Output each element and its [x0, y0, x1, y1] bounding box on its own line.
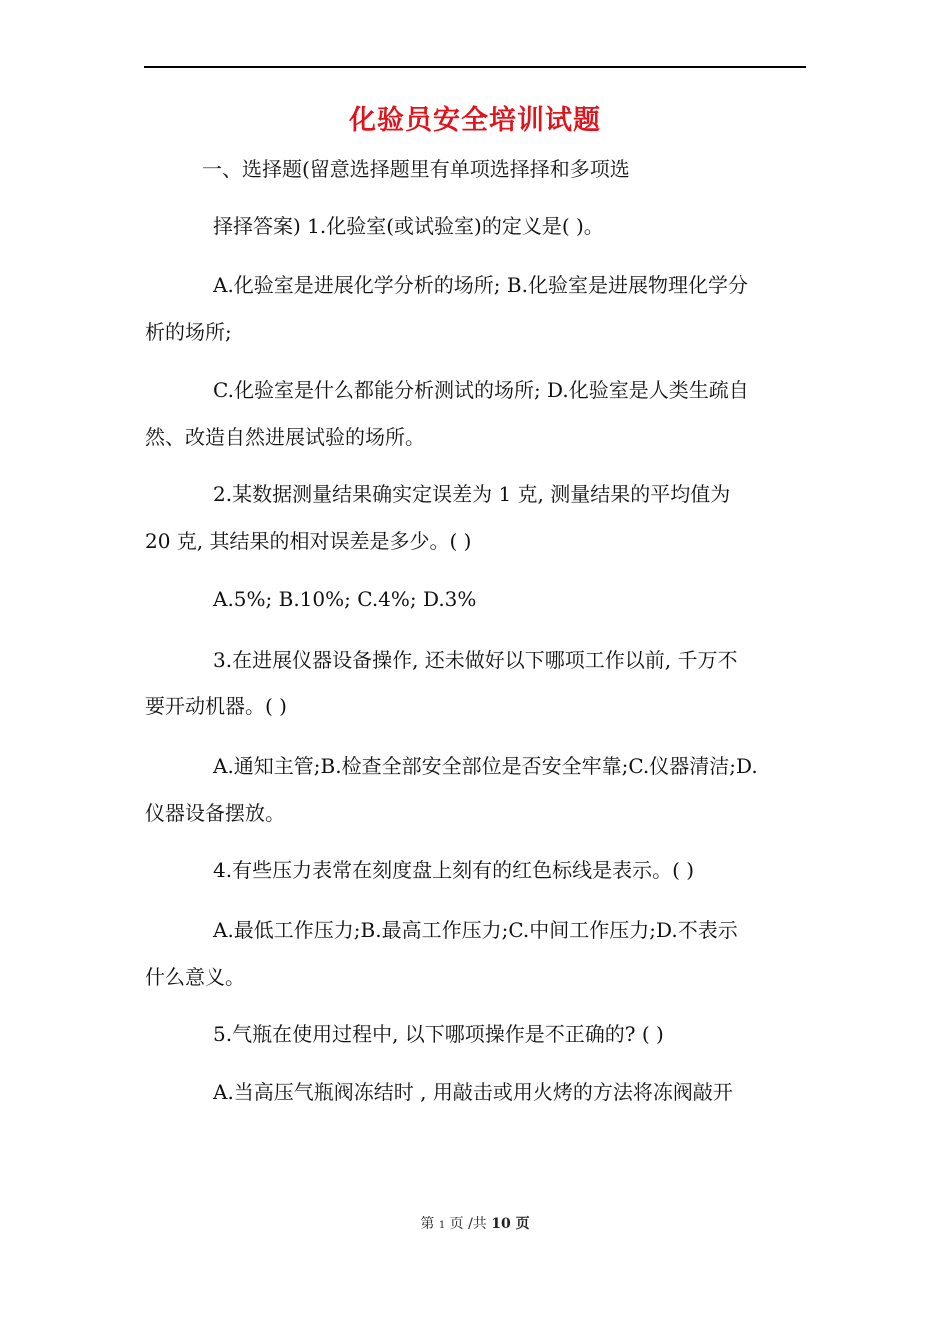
- footer-total-pages: 10 页: [491, 1216, 530, 1232]
- text-line-15: A.最低工作压力;B.最高工作压力;C.中间工作压力;D.不表示: [213, 918, 738, 942]
- footer-page-number: 1: [438, 1220, 446, 1231]
- text-line-11: 要开动机器。( ): [145, 694, 287, 718]
- text-line-13: 仪器设备摆放。: [145, 801, 285, 825]
- text-line-17: 5.气瓶在使用过程中, 以下哪项操作是不正确的? ( ): [213, 1022, 664, 1046]
- footer-middle: 页 /共: [449, 1216, 487, 1232]
- text-line-16: 什么意义。: [145, 965, 245, 989]
- text-line-4: 析的场所;: [145, 320, 232, 344]
- text-line-14: 4.有些压力表常在刻度盘上刻有的红色标线是表示。( ): [213, 858, 695, 882]
- header-rule: [144, 66, 806, 68]
- text-line-12: A.通知主管;B.检查全部安全部位是否安全牢靠;C.仪器清洁;D.: [213, 754, 758, 778]
- text-line-8: 20 克, 其结果的相对误差是多少。( ): [145, 529, 472, 553]
- page-footer: [0, 1213, 950, 1233]
- footer-prefix: 第: [420, 1216, 435, 1232]
- text-line-18: A.当高压气瓶阀冻结时 , 用敲击或用火烤的方法将冻阀敲开: [213, 1080, 733, 1104]
- text-line-9: A.5%; B.10%; C.4%; D.3%: [213, 587, 477, 611]
- text-line-5: C.化验室是什么都能分析测试的场所; D.化验室是人类生疏自: [213, 378, 749, 402]
- text-line-7: 2.某数据测量结果确实定误差为 1 克, 测量结果的平均值为: [213, 482, 731, 506]
- text-line-3: A.化验室是进展化学分析的场所; B.化验室是进展物理化学分: [213, 273, 748, 297]
- text-line-1: 一、选择题(留意选择题里有单项选择择和多项选: [202, 157, 630, 181]
- text-line-10: 3.在进展仪器设备操作, 还未做好以下哪项工作以前, 千万不: [213, 648, 738, 672]
- document-title: 化验员安全培训试题: [349, 105, 601, 136]
- text-line-6: 然、改造自然进展试验的场所。: [145, 425, 425, 449]
- text-line-2: 择择答案) 1.化验室(或试验室)的定义是( )。: [213, 214, 604, 238]
